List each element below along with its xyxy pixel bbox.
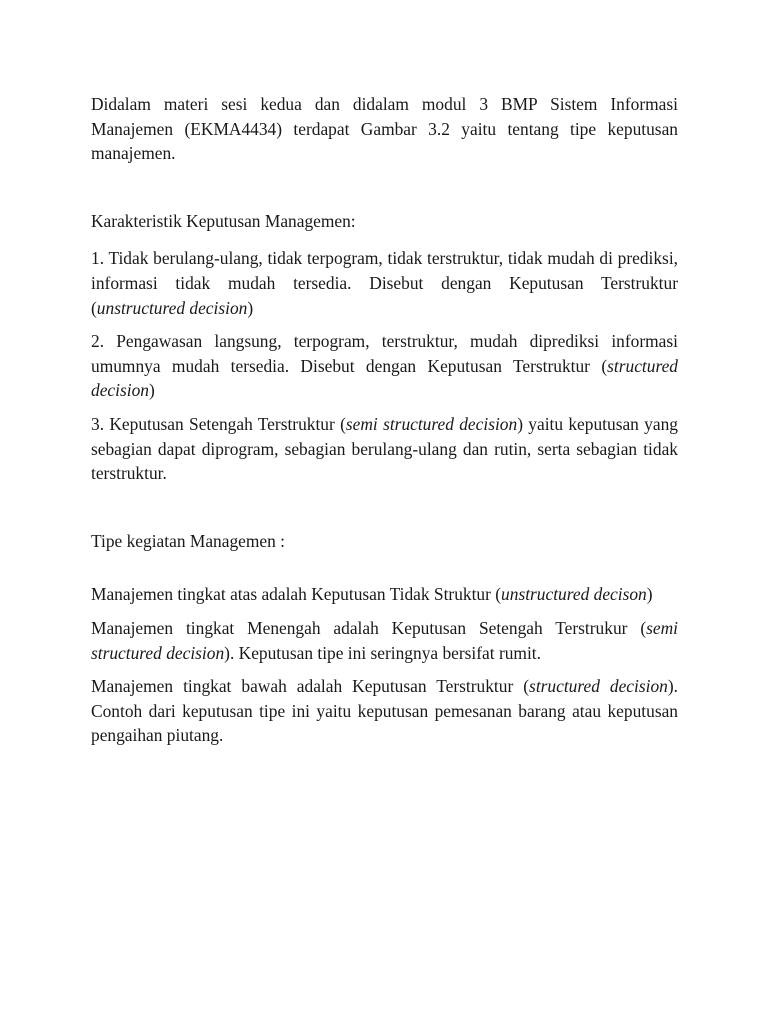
item-text: ) xyxy=(247,297,254,318)
karakteristik-item-3 xyxy=(91,412,678,486)
item-text: ) xyxy=(148,380,155,401)
item-italic-term: unstructured decison xyxy=(501,584,647,605)
item-text: Manajemen tingkat atas adalah Keputusan Tidak Struktur ( xyxy=(91,584,502,605)
item-text: ). Contoh dari keputusan tipe ini yaitu keputusan pemesanan barang atau keputusan pengaihan piutang. xyxy=(91,676,678,746)
item-italic-term: structured decision xyxy=(91,355,678,401)
tipe-item-2 xyxy=(91,616,678,665)
karakteristik-item-1 xyxy=(91,246,678,320)
item-text: 3. Keputusan Setengah Terstruktur ( xyxy=(91,413,346,434)
intro-paragraph: Didalam materi sesi kedua dan didalam modul 3 BMP Sistem Informasi Manajemen (EKMA4434) terdapat Gambar 3.2 yaitu tentang tipe keputusan manajemen. xyxy=(91,94,678,164)
item-text: ) xyxy=(646,584,653,605)
tipe-heading: Tipe kegiatan Managemen : xyxy=(91,530,285,551)
item-text: 2. Pengawasan langsung, terpogram, terstruktur, mudah diprediksi informasi umumnya mudah tersedia. Disebut dengan Keputusan Terstruktur ( xyxy=(91,331,678,376)
item-italic-term: unstructured decision xyxy=(96,297,248,318)
item-text: ). Keputusan tipe ini seringnya bersifat rumit. xyxy=(224,642,541,663)
tipe-item-1 xyxy=(91,582,678,607)
item-italic-term: semi structured decision xyxy=(91,617,678,663)
karakteristik-heading: Karakteristik Keputusan Managemen: xyxy=(91,210,356,231)
item-text: 1. Tidak berulang-ulang, tidak terpogram, tidak terstruktur, tidak mudah di prediksi, informasi tidak mudah tersedia. Disebut dengan Keputusan Terstruktur ( xyxy=(91,248,678,318)
tipe-item-3 xyxy=(91,674,678,748)
item-text: Manajemen tingkat Menengah adalah Keputusan Setengah Terstrukur ( xyxy=(91,617,647,638)
item-italic-term: semi structured decision xyxy=(345,413,518,434)
karakteristik-item-2 xyxy=(91,329,678,403)
item-italic-term: structured decision xyxy=(529,676,668,697)
item-text: ) yaitu keputusan yang sebagian dapat diprogram, sebagian berulang-ulang dan rutin, serta sebagian tidak terstruktur. xyxy=(91,413,678,484)
item-text: Manajemen tingkat bawah adalah Keputusan Terstruktur ( xyxy=(91,676,530,697)
